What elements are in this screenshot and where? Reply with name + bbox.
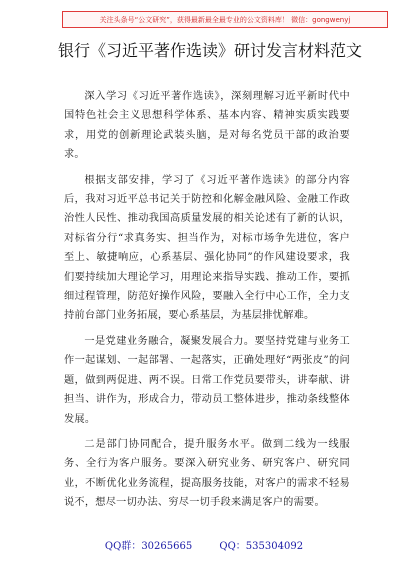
document-title: 银行《习近平著作选读》研讨发言材料范文 bbox=[57, 41, 362, 60]
footer-qq: QQ：535304092 bbox=[219, 541, 304, 552]
banner-text: 关注头条号“公文研究”，获得最新最全最专业的公文资料库！ 微信：gongwenyj bbox=[99, 15, 351, 24]
footer-contact bbox=[0, 537, 408, 552]
header-banner bbox=[62, 11, 388, 28]
paragraph: 根据支部安排，学习了《习近平著作选读》的部分内容后，我对习近平总书记关于防控和化解金融风险、金融工作政治性人民性、推动我国高质量发展的相关论述有了新的认识，对标省分行“求真务实、担当作为，对标市场争先进位，客户至上、敏捷响应，心系基层、强化协同”的作风建设要求，我们要持续加大理论学习，用理论来指导实践、推动工作，要抓细过程管理，防范好操作风险，要融入全行中心工作，全力支持前台部门业务拓展，要心系基层，为基层排忧解难。 bbox=[64, 174, 350, 322]
paragraph: 一是党建业务融合，凝聚发展合力。要坚持党建与业务工作一起谋划、一起部署、一起落实，正确处理好“两张皮”的问题，做到两促进、两不误。日常工作党员要带头，讲奉献、讲担当、讲作为，形成合力，带动员工整体进步，推动条线整体发展。 bbox=[64, 335, 350, 425]
paragraph: 深入学习《习近平著作选读》，深刻理解习近平新时代中国特色社会主义思想科学体系、基本内容、精神实质实践要求，用党的创新理论武装头脑，是对每名党员干部的政治要求。 bbox=[64, 91, 350, 161]
document-body bbox=[64, 87, 350, 519]
paragraph: 二是部门协同配合，提升服务水平。做到二线为一线服务、全行为客户服务。要深入研究业务、研究客户、研究同业，不断优化业务流程，提高服务技能，对客户的需求不轻易说不，想尽一切办法、穷尽一切手段来满足客户的需要。 bbox=[64, 438, 350, 509]
footer-qq-group: QQ群：30265665 bbox=[104, 541, 193, 552]
